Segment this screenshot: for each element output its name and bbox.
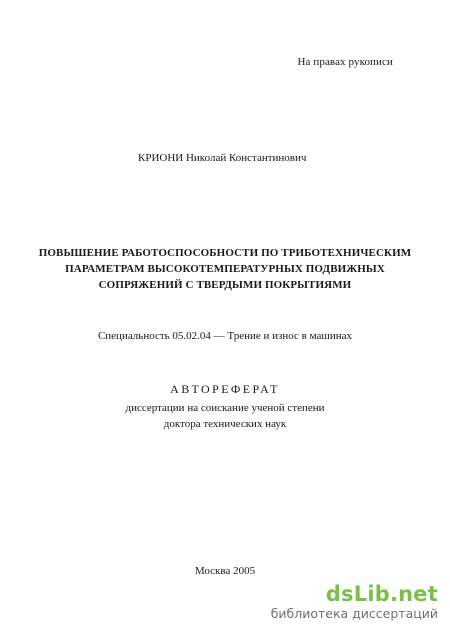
dissertation-purpose-line-2: доктора технических наук [163,418,287,430]
specialty-line: Специальность 05.02.04 — Трение и износ в машинах [97,330,353,342]
dissertation-title [20,245,430,293]
city-year: Москва 2005 [194,565,256,577]
title-line-3: СОПРЯЖЕНИЙ С ТВЕРДЫМИ ПОКРЫТИЯМИ [98,279,352,291]
dslib-logo [271,583,438,605]
watermark-caption: библиотека диссертаций [270,606,438,621]
dslib-watermark[interactable] [271,583,438,621]
logo-lib: Lib [353,582,390,606]
title-line-2: ПАРАМЕТРАМ ВЫСОКОТЕМПЕРАТУРНЫХ ПОДВИЖНЫХ [65,263,385,275]
logo-net: .net [389,582,438,606]
author-name: КРИОНИ Николай Константинович [138,152,307,164]
rights-note: На правах рукописи [297,56,393,68]
title-line-1: ПОВЫШЕНИЕ РАБОТОСПОСОБНОСТИ ПО ТРИБОТЕХНИЧЕСКИМ [38,247,412,259]
document-type-heading: АВТОРЕФЕРАТ [170,382,280,396]
logo-ds: ds [325,582,354,606]
dissertation-purpose-line-1: диссертации на соискание ученой степени [125,402,325,414]
